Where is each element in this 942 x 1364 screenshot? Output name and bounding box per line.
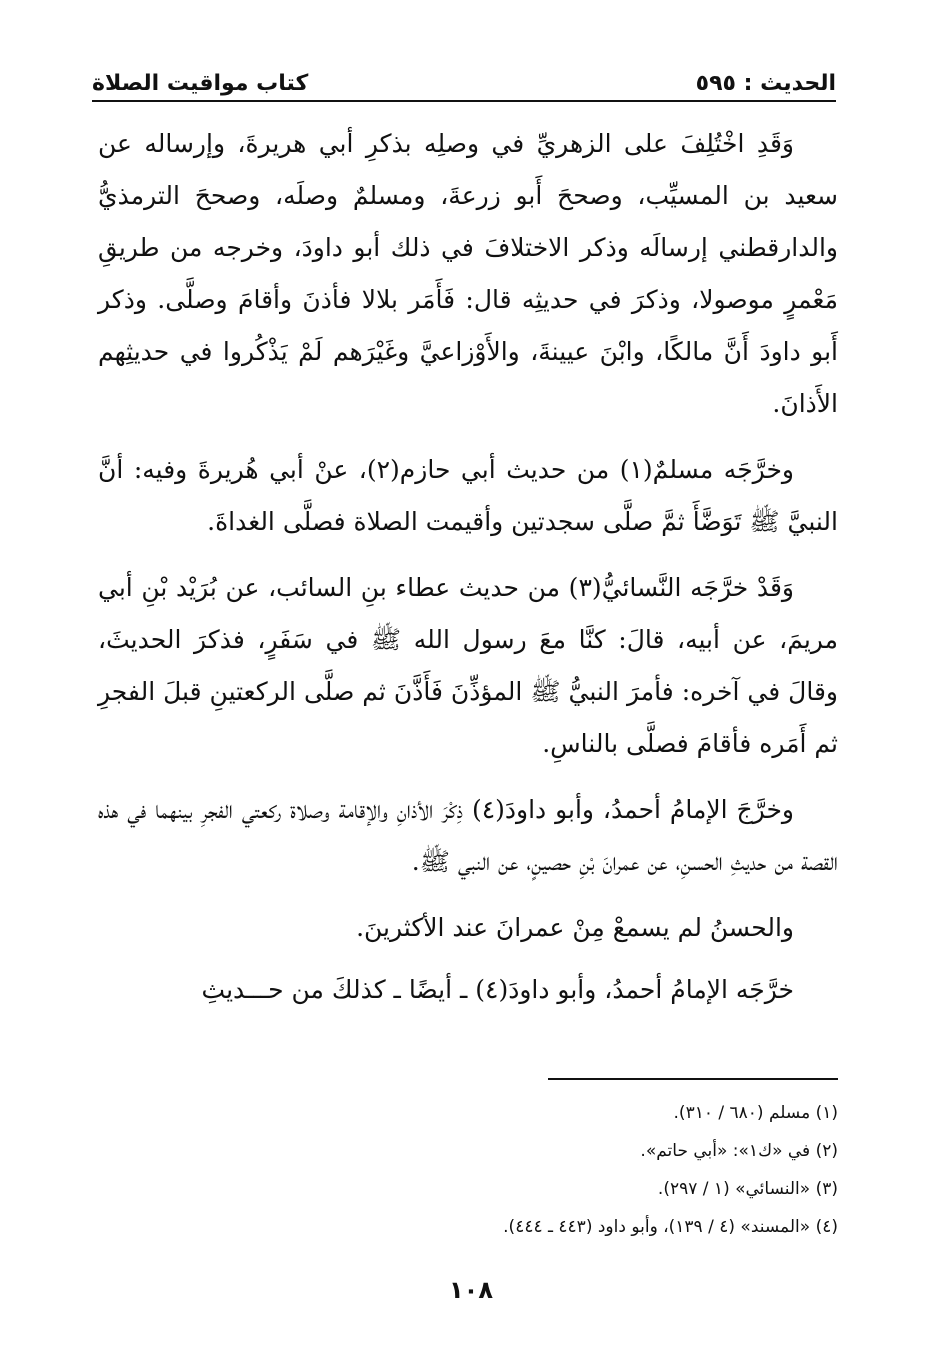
running-header [92,62,836,96]
footnote-divider [548,1078,838,1080]
footnote: (٤) «المسند» (٤ / ١٣٩)، وأبو داود (٤٤٣ ـ ٤٤٤). [503,1217,838,1237]
header-divider [92,100,836,102]
footnotes [98,1094,838,1246]
paragraph: وَقَدْ خرَّجَه النَّسائيُّ(٣) من حديث عطاء بنِ السائب، عن بُرَيْد بْنِ أبي مريمَ، عن أبيه، قالَ: كنَّا معَ رسول الله ﷺ في سَفَرٍ، فذكرَ الحديثَ، وقالَ في آخره: فأمرَ النبيُّ ﷺ المؤذِّنَ فَأَذَّنَ ثم صلَّى الركعتينِ قبلَ الفجرِ ثم أَمَره فأقامَ فصلَّى بالناسِ. [98,573,838,758]
paragraph: وخرَّجَ الإمامُ أحمدُ، وأبو داودَ(٤) ذِكْرَ الأذانِ والإقامة وصلاة ركعتي الفجرِ بينهما في هذه القصة من حديثِ الحسنِ، عن عمرانَ بْنِ حصينٍ، عن النبي ﷺ. [98,795,838,876]
paragraph: وخرَّجَه مسلمٌ(١) من حديث أبي حازم(٢)، عنْ أبي هُريرةَ وفيه: أنَّ النبيَّ ﷺ تَوَضَّأَ ثمَّ صلَّى سجدتين وأقيمت الصلاة فصلَّى الغداةَ. [98,455,838,536]
book-title: كتاب مواقيت الصلاة [92,71,309,96]
footnote: (١) مسلم (٦٨٠ / ٣١٠). [673,1103,838,1123]
footnote: (٢) في «ك١»: «أبي حاتم». [640,1141,838,1161]
page-number: ١٠٨ [449,1276,493,1304]
hadith-number-label: الحديث : ٥٩٥ [695,71,836,96]
footnote: (٣) «النسائي» (١ / ٢٩٧). [657,1179,838,1199]
paragraph: خرَّجَه الإمامُ أحمدُ، وأبو داودَ(٤) ـ أيضًا ـ كذلكَ من حـــديثِ [201,975,794,1004]
paragraph: وَقَدِ اخْتُلِفَ على الزهريِّ في وصلِه بذكرِ أبي هريرةَ، وإرساله عن سعيد بن المسيِّب، وصححَ أَبو زرعةَ، ومسلمٌ وصلَه، وصححَ الترمذيُّ والدارقطني إرسالَه وذكر الاختلافَ في ذلك أبو داودَ، وخرجه من طريقِ مَعْمرٍ موصولا، وذكرَ في حديثِه قال: فَأَمَر بلالا فأذنَ وأقامَ وصلَّى. وذكر أَبو داودَ أَنَّ مالكًا، وابْنَ عيينةَ، والأَوْزاعيَّ وغَيْرَهم لَمْ يَذْكُروا في حديثِهم الأَذانَ. [98,129,838,418]
main-text [98,118,838,1026]
paragraph: والحسنُ لم يسمعْ مِنْ عمرانَ عند الأكثرينَ. [356,913,794,942]
